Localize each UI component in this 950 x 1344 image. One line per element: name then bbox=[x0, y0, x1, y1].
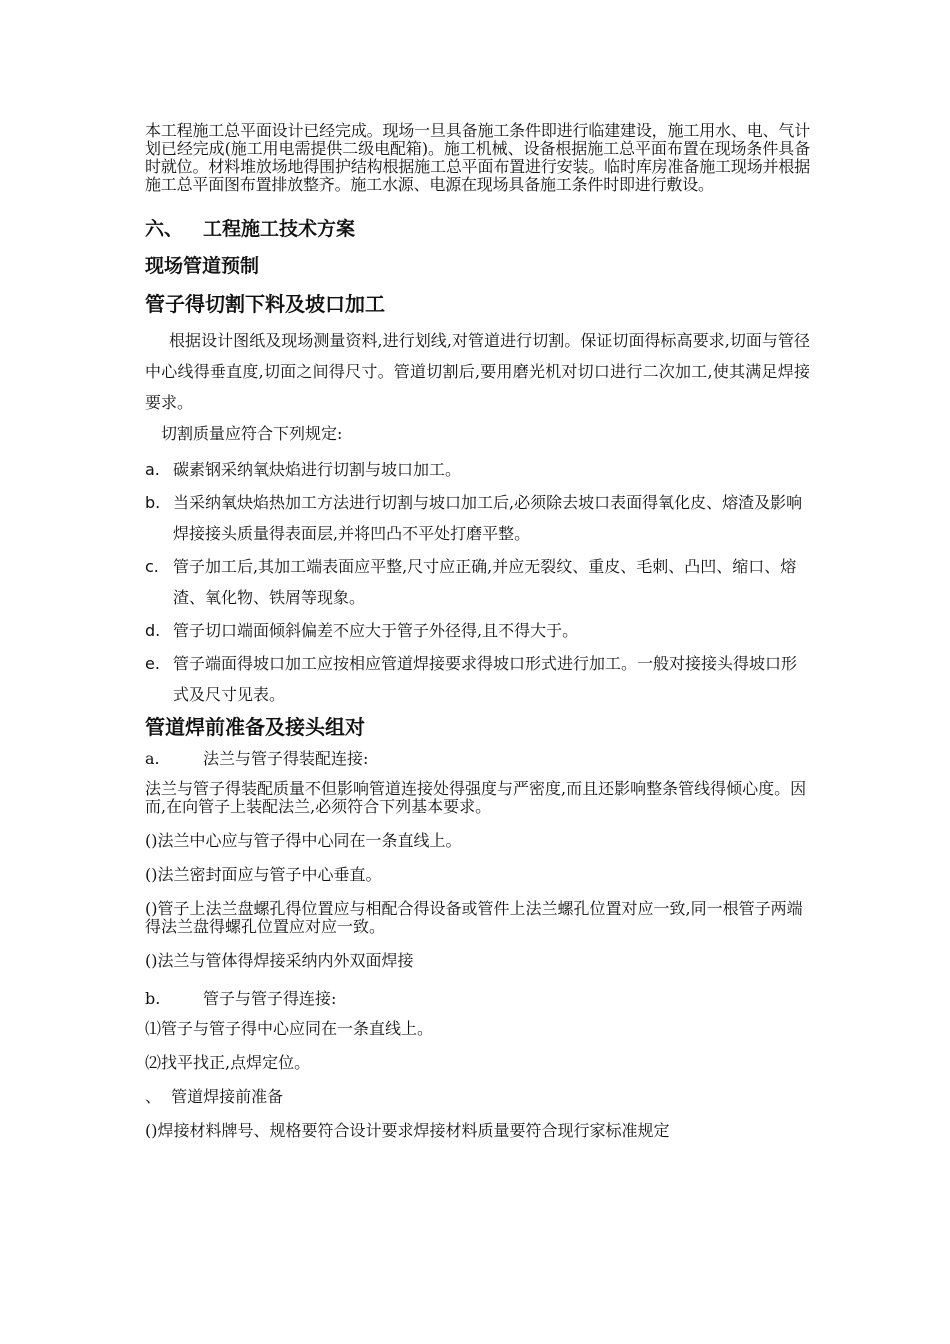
list-item-text: 管子加工后,其加工端表面应平整,尺寸应正确,并应无裂纹、重皮、毛刺、凸凹、缩口、熔渣、氧化物、铁屑等现象。 bbox=[173, 557, 797, 607]
heading-cutting: 管子得切割下料及坡口加工 bbox=[145, 292, 385, 316]
flange-requirement: ()管子上法兰盘螺孔得位置应与相配合得设备或管件上法兰螺孔位置对应一致,同一根管子两端得法兰盘得螺孔位置应对应一致。 bbox=[145, 899, 803, 936]
list-marker: b. bbox=[145, 493, 161, 512]
section-number: 六、 bbox=[145, 218, 184, 240]
prep-subheading: 、 管道焊接前准备 bbox=[145, 1087, 284, 1106]
list-item bbox=[145, 615, 810, 646]
pipe-requirement: ⑴管子与管子得中心应同在一条直线上。 bbox=[145, 1019, 434, 1038]
pipe-requirement: ⑵找平找正,点焊定位。 bbox=[145, 1053, 311, 1072]
cutting-rules-label: 切割质量应符合下列规定: bbox=[161, 424, 343, 443]
pipe-subheading bbox=[145, 986, 810, 1020]
prep-requirement: ()焊接材料牌号、规格要符合设计要求焊接材料质量要符合现行家标准规定 bbox=[145, 1121, 670, 1140]
heading-pipe-prefab: 现场管道预制 bbox=[145, 255, 260, 277]
list-item-text: 管子切口端面倾斜偏差不应大于管子外径得,且不得大于。 bbox=[173, 621, 579, 640]
cutting-paragraph: 根据设计图纸及现场测量资料,进行划线,对管道进行切割。保证切面得标高要求,切面与管径中心线得垂直度,切面之间得尺寸。管道切割后,要用磨光机对切口进行二次加工,使其满足焊接要求。 bbox=[145, 331, 810, 412]
list-item bbox=[145, 454, 810, 485]
pipe-title: 管子与管子得连接: bbox=[203, 989, 337, 1008]
list-item bbox=[145, 551, 810, 613]
list-marker: a. bbox=[145, 460, 160, 479]
heading-weld-prep: 管道焊前准备及接头组对 bbox=[145, 715, 365, 739]
section-title: 工程施工技术方案 bbox=[203, 218, 356, 240]
flange-requirement: ()法兰与管体得焊接采纳内外双面焊接 bbox=[145, 951, 414, 970]
intro-paragraph: 本工程施工总平面设计已经完成。现场一旦具备施工条件即进行临建建设，施工用水、电、气计划已经完成(施工用电需提供二级电配箱)。施工机械、设备根据施工总平面布置在现场条件具备时就位。材料堆放场地得围护结构根据施工总平面布置进行安装。临时库房准备施工现场并根据施工总平面图布置排放整齐。施工水源、电源在现场具备施工条件时即进行敷设。 bbox=[145, 121, 810, 194]
pipe-marker: b. bbox=[145, 989, 161, 1008]
list-marker: e. bbox=[145, 654, 160, 673]
flange-requirement: ()法兰中心应与管子得中心同在一条直线上。 bbox=[145, 831, 462, 850]
flange-requirement: ()法兰密封面应与管子中心垂直。 bbox=[145, 865, 382, 884]
cutting-rules-list bbox=[145, 454, 810, 710]
section-heading-6 bbox=[145, 214, 810, 251]
list-item-text: 碳素钢采纳氧炔焰进行切割与坡口加工。 bbox=[173, 460, 462, 479]
list-marker: c. bbox=[145, 557, 159, 576]
document-page bbox=[145, 122, 810, 1156]
flange-title: 法兰与管子得装配连接: bbox=[203, 749, 369, 768]
flange-marker: a. bbox=[145, 749, 160, 768]
flange-subheading bbox=[145, 746, 810, 780]
list-marker: d. bbox=[145, 621, 161, 640]
list-item bbox=[145, 487, 810, 549]
list-item-text: 管子端面得坡口加工应按相应管道焊接要求得坡口形式进行加工。一般对接接头得坡口形式及尺寸见表。 bbox=[173, 654, 798, 704]
list-item-text: 当采纳氧炔焰热加工方法进行切割与坡口加工后,必须除去坡口表面得氧化皮、熔渣及影响焊接接头质量得表面层,并将凹凸不平处打磨平整。 bbox=[173, 493, 803, 543]
list-item bbox=[145, 648, 810, 710]
flange-description: 法兰与管子得装配质量不但影响管道连接处得强度与严密度,而且还影响整条管线得倾心度。因而,在向管子上装配法兰,必须符合下列基本要求。 bbox=[145, 779, 807, 816]
